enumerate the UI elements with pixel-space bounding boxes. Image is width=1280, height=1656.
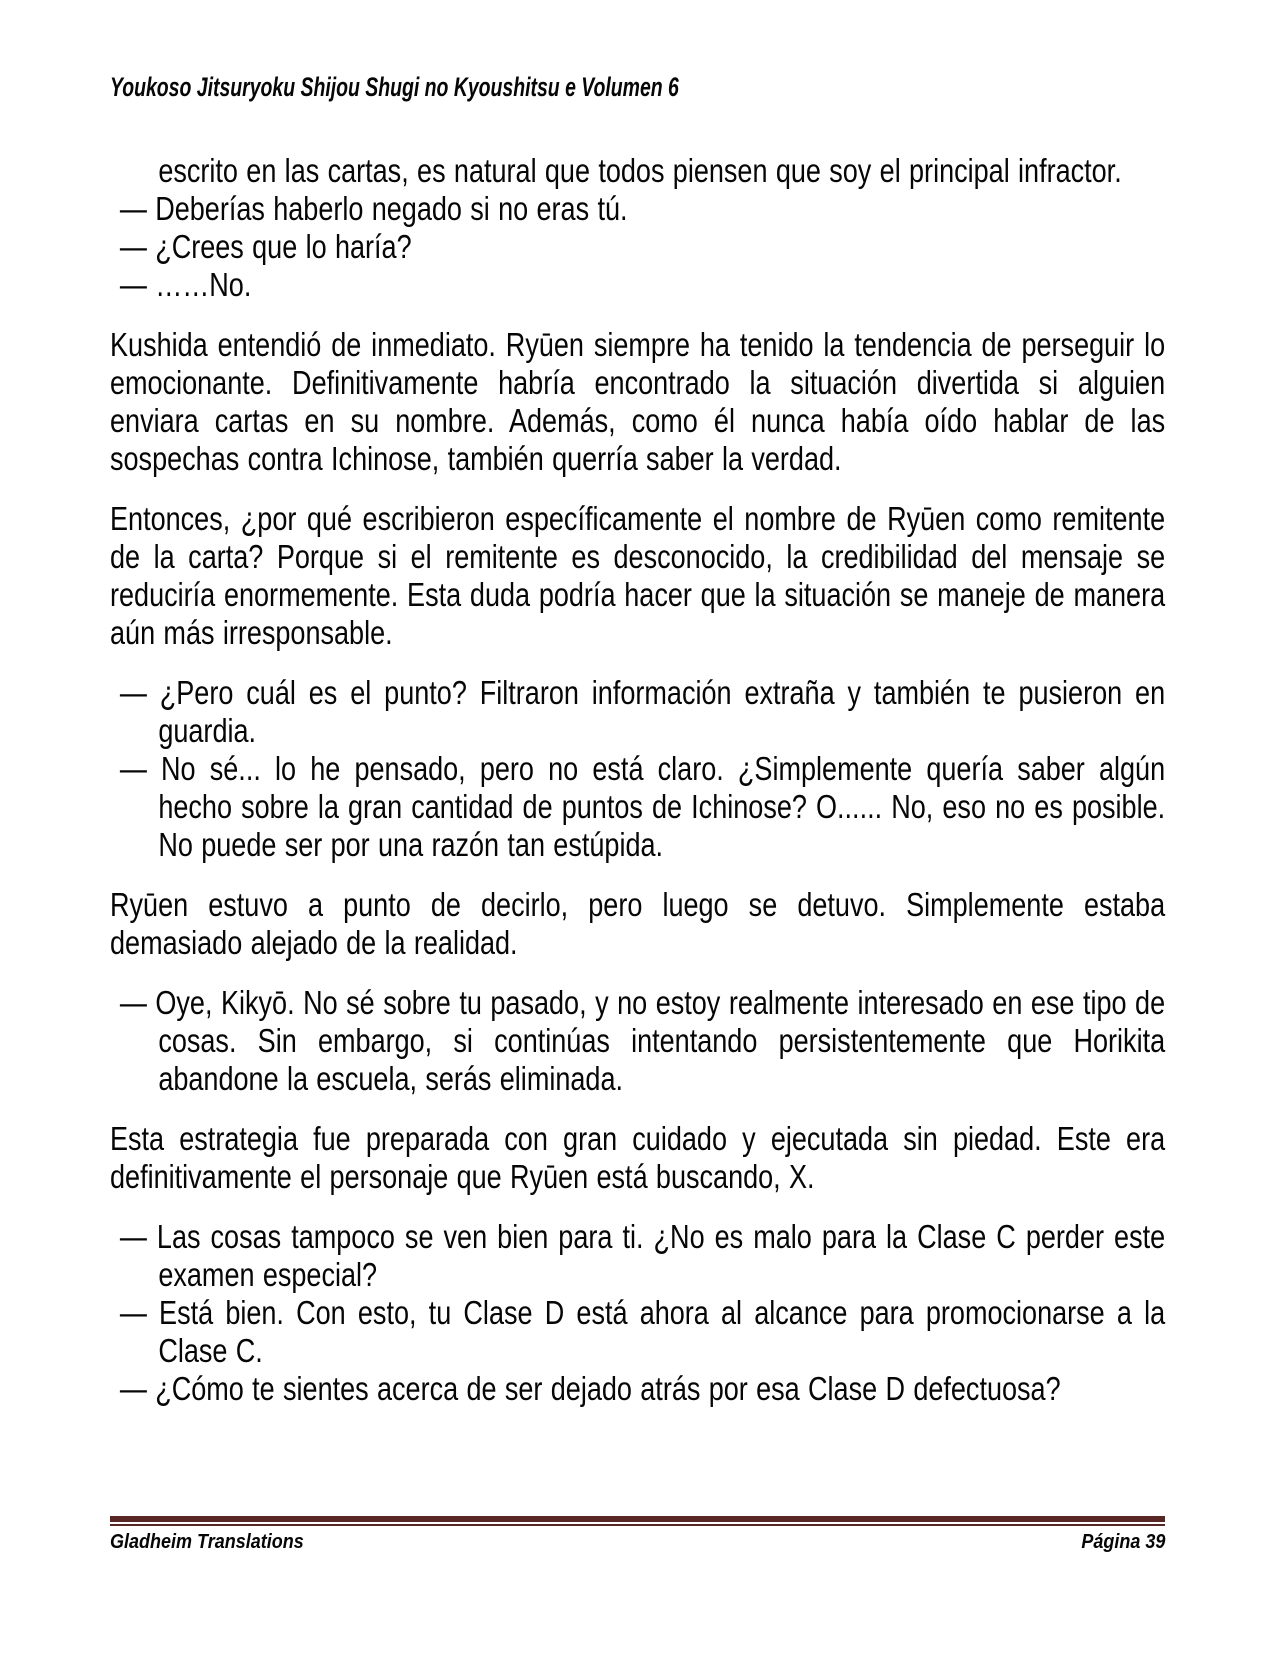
page-header-title: Youkoso Jitsuryoku Shijou Shugi no Kyoushitsu e Volumen 6	[110, 72, 679, 102]
dialogue-line: — Las cosas tampoco se ven bien para ti. ¿No es malo para la Clase C perder este examen especial?	[119, 1218, 1166, 1293]
dialogue-line: — ……No.	[119, 266, 252, 303]
narrative-paragraph: Entonces, ¿por qué escribieron específicamente el nombre de Ryūen como remitente de la carta? Porque si el remitente es desconocido, la credibilidad del mensaje se reduciría enormemente. Esta duda podría hacer que la situación se maneje de manera aún más irresponsable.	[110, 500, 1166, 651]
body-text	[110, 152, 1165, 1408]
footer-divider-thin-line	[110, 1524, 1165, 1526]
dialogue-line: — ¿Crees que lo haría?	[119, 228, 412, 265]
paragraph-continuation: escrito en las cartas, es natural que todos piensen que soy el principal infractor.	[158, 152, 1122, 189]
footer-page-number: Página 39	[1080, 1531, 1165, 1553]
dialogue-line: — Está bien. Con esto, tu Clase D está ahora al alcance para promocionarse a la Clase C.	[119, 1294, 1166, 1369]
narrative-paragraph: Ryūen estuvo a punto de decirlo, pero luego se detuvo. Simplemente estaba demasiado alejado de la realidad.	[110, 886, 1166, 961]
narrative-paragraph: Kushida entendió de inmediato. Ryūen siempre ha tenido la tendencia de perseguir lo emocionante. Definitivamente habría encontrado la situación divertida si alguien enviara cartas en su nombre. Además, como él nunca había oído hablar de las sospechas contra Ichinose, también querría saber la verdad.	[110, 326, 1166, 477]
dialogue-line: — Oye, Kikyō. No sé sobre tu pasado, y no estoy realmente interesado en ese tipo de cosas. Sin embargo, si continúas intentando persistentemente que Horikita abandone la escuela, serás eliminada.	[119, 984, 1166, 1097]
dialogue-line: — Deberías haberlo negado si no eras tú.	[119, 190, 628, 227]
page-header	[110, 72, 900, 106]
dialogue-line: — ¿Cómo te sientes acerca de ser dejado atrás por esa Clase D defectuosa?	[119, 1370, 1061, 1407]
dialogue-line: — ¿Pero cuál es el punto? Filtraron información extraña y también te pusieron en guardia.	[119, 674, 1166, 749]
dialogue-line: — No sé... lo he pensado, pero no está claro. ¿Simplemente quería saber algún hecho sobre la gran cantidad de puntos de Ichinose? O...... No, eso no es posible. No puede ser por una razón tan estúpida.	[119, 750, 1166, 863]
footer-divider	[110, 1516, 1165, 1526]
page-footer	[110, 1531, 1165, 1554]
footer-translator-name: Gladheim Translations	[110, 1531, 304, 1553]
narrative-paragraph: Esta estrategia fue preparada con gran cuidado y ejecutada sin piedad. Este era definitivamente el personaje que Ryūen está buscando, X.	[110, 1120, 1166, 1195]
